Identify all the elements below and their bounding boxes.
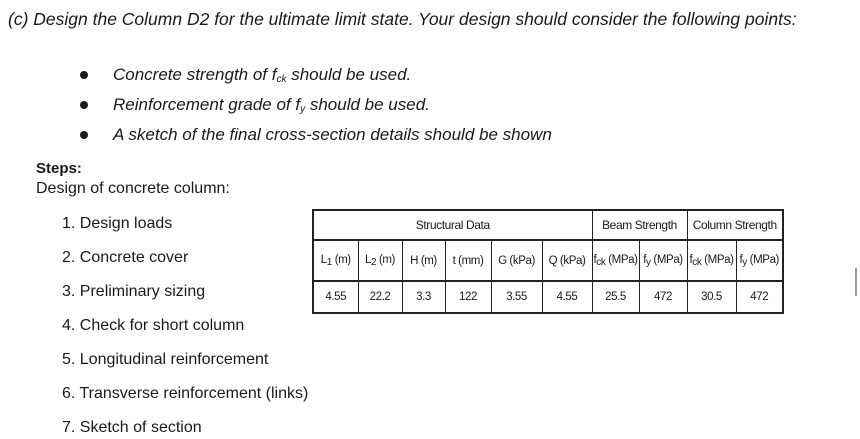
value-cell: 30.5: [687, 281, 736, 313]
header-cell: Q (kPa): [542, 240, 592, 281]
requirement-text-end: should be used.: [286, 65, 412, 84]
header-cell: $L_1$ (m): [313, 240, 358, 281]
value-cell: 122: [445, 281, 491, 313]
question-heading: (c) Design the Column D2 for the ultimate limit state. Your design should consider the following points:: [8, 9, 797, 29]
requirements-list: [80, 62, 552, 152]
requirement-text: A sketch of the final cross-section details should be shown: [113, 125, 552, 144]
bullet-icon: [80, 71, 88, 79]
design-data-table: [312, 209, 784, 314]
header-cell: $f_y$ (MPa): [639, 240, 687, 281]
step-item: 7. Sketch of section: [62, 419, 202, 436]
step-list: [62, 213, 308, 439]
value-cell: 3.55: [491, 281, 542, 313]
value-cell: 472: [736, 281, 783, 313]
column-strength-header: Column Strength: [687, 210, 783, 240]
step-item: 5. Longitudinal reinforcement: [62, 351, 269, 368]
header-cell: $f_y$ (MPa): [736, 240, 783, 281]
scrollbar-handle[interactable]: [855, 268, 857, 296]
value-cell: 3.3: [402, 281, 445, 313]
design-title: Design of concrete column:: [36, 180, 230, 197]
header-cell: $f_{ck}$ (MPa): [687, 240, 736, 281]
value-cell: 22.2: [358, 281, 402, 313]
subscript: y: [300, 104, 306, 115]
step-item: 1. Design loads: [62, 215, 173, 232]
value-cell: 4.55: [313, 281, 358, 313]
requirement-item: [80, 122, 552, 152]
beam-strength-header: Beam Strength: [592, 210, 687, 240]
subscript: ck: [276, 74, 287, 85]
header-cell: H (m): [402, 240, 445, 281]
header-cell: $f_{ck}$ (MPa): [592, 240, 639, 281]
header-cell: t (mm): [445, 240, 491, 281]
steps-label: Steps:: [36, 160, 82, 177]
value-cell: 25.5: [592, 281, 639, 313]
bullet-icon: [80, 101, 88, 109]
structural-data-header: Structural Data: [313, 210, 592, 240]
step-item: 4. Check for short column: [62, 317, 245, 334]
requirement-item: [80, 62, 552, 92]
step-item: 6. Transverse reinforcement (links): [62, 385, 309, 402]
bullet-icon: [80, 131, 88, 139]
header-cell: $L_2$ (m): [358, 240, 402, 281]
requirement-text: Reinforcement grade of f: [113, 95, 301, 114]
requirement-item: [80, 92, 552, 122]
requirement-text: Concrete strength of f: [113, 65, 277, 84]
value-cell: 4.55: [542, 281, 592, 313]
step-item: 3. Preliminary sizing: [62, 283, 206, 300]
value-cell: 472: [639, 281, 687, 313]
step-item: 2. Concrete cover: [62, 249, 189, 266]
requirement-text-end: should be used.: [305, 95, 430, 114]
header-cell: G (kPa): [491, 240, 542, 281]
